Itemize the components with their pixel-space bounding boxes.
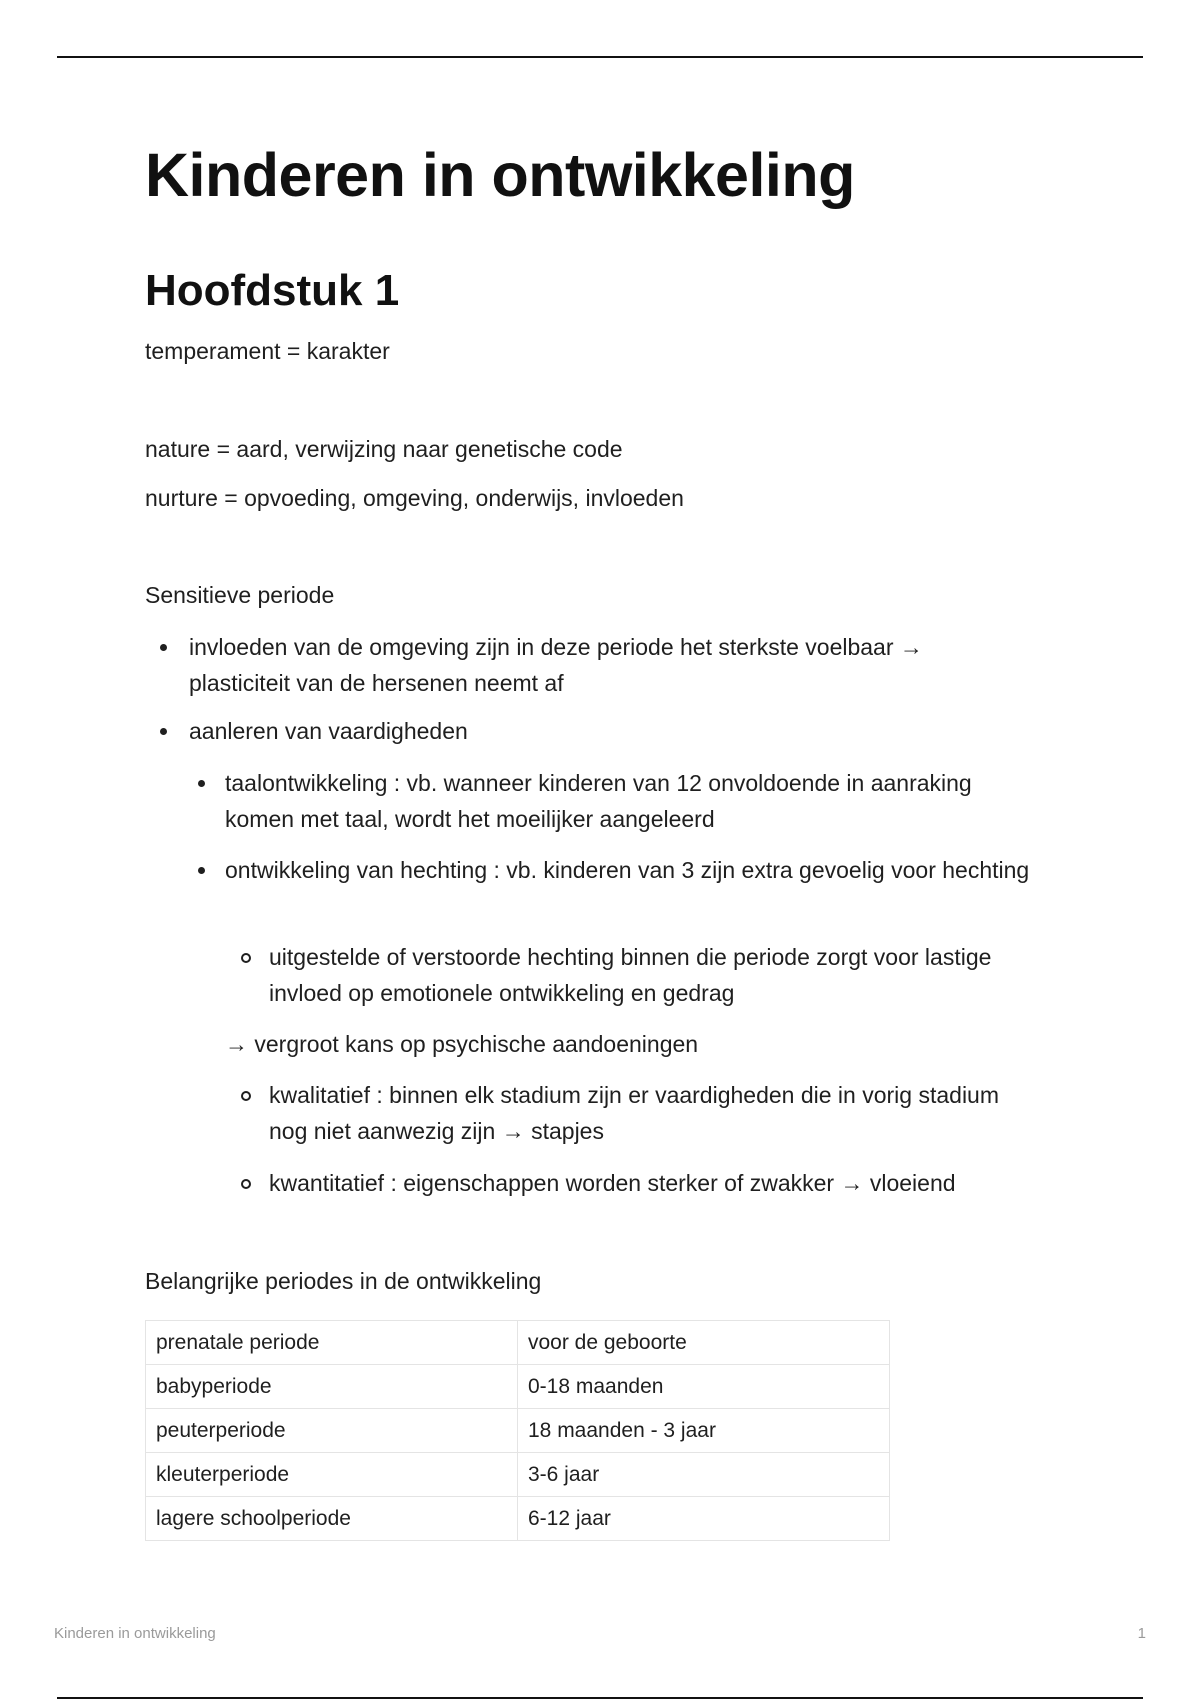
bullet-disc-icon: [160, 644, 167, 651]
list-item-text: kwalitatief : binnen elk stadium zijn er vaardigheden die in vorig stadium nog niet aanwezig zijn → stapjes: [269, 1082, 1000, 1144]
period-name-cell: kleuterperiode: [146, 1453, 518, 1497]
page-number: 1: [1137, 1625, 1146, 1642]
period-age-cell: 18 maanden - 3 jaar: [518, 1409, 890, 1453]
sensitive-period-heading: Sensitieve periode: [145, 582, 335, 608]
periods-heading: Belangrijke periodes in de ontwikkeling: [145, 1268, 542, 1294]
period-name-cell: prenatale periode: [146, 1321, 518, 1365]
bullet-circle-icon: [241, 1179, 251, 1189]
period-age-cell: voor de geboorte: [518, 1321, 890, 1365]
list-item: [225, 852, 1055, 888]
table-row: [146, 1497, 890, 1541]
table-row: [146, 1321, 890, 1365]
list-item: [225, 765, 985, 837]
table-row: [146, 1365, 890, 1409]
period-age-cell: 3-6 jaar: [518, 1453, 890, 1497]
period-name-cell: lagere schoolperiode: [146, 1497, 518, 1541]
list-item: [189, 629, 1029, 701]
list-item: [269, 1077, 1029, 1149]
bullet-circle-icon: [241, 953, 251, 963]
chapter-heading: Hoofdstuk 1: [145, 266, 400, 315]
list-item: [269, 939, 1029, 1011]
table-row: [146, 1453, 890, 1497]
list-item-text: ontwikkeling van hechting : vb. kinderen van 3 zijn extra gevoelig voor hechting: [225, 857, 1030, 883]
period-name-cell: peuterperiode: [146, 1409, 518, 1453]
bullet-circle-icon: [241, 1091, 251, 1101]
temperament-line: temperament = karakter: [145, 338, 390, 364]
periods-table: [145, 1320, 890, 1541]
top-divider: [57, 56, 1143, 58]
period-name-cell: babyperiode: [146, 1365, 518, 1409]
list-item-text: kwantitatief : eigenschappen worden sterker of zwakker → vloeiend: [269, 1170, 956, 1196]
period-age-cell: 6-12 jaar: [518, 1497, 890, 1541]
period-age-cell: 0-18 maanden: [518, 1365, 890, 1409]
list-item-text: invloeden van de omgeving zijn in deze periode het sterkste voelbaar → plasticiteit van de hersenen neemt af: [189, 634, 923, 696]
bottom-divider: [57, 1697, 1143, 1699]
bullet-disc-icon: [160, 728, 167, 735]
nature-line: nature = aard, verwijzing naar genetische code: [145, 436, 623, 462]
list-item: [269, 1165, 1069, 1201]
list-item: [189, 713, 1029, 749]
nurture-line: nurture = opvoeding, omgeving, onderwijs, invloeden: [145, 485, 684, 511]
list-item-text: taalontwikkeling : vb. wanneer kinderen van 12 onvoldoende in aanraking komen met taal, wordt het moeilijker aangeleerd: [225, 770, 972, 832]
list-item-text: uitgestelde of verstoorde hechting binnen die periode zorgt voor lastige invloed op emotionele ontwikkeling en gedrag: [269, 944, 992, 1006]
list-item-text: aanleren van vaardigheden: [189, 718, 468, 744]
bullet-disc-icon: [198, 867, 205, 874]
arrow-line: → vergroot kans op psychische aandoeningen: [225, 1031, 699, 1057]
table-row: [146, 1409, 890, 1453]
document-title: Kinderen in ontwikkeling: [145, 141, 855, 209]
footer-title: Kinderen in ontwikkeling: [54, 1625, 216, 1642]
bullet-disc-icon: [198, 780, 205, 787]
